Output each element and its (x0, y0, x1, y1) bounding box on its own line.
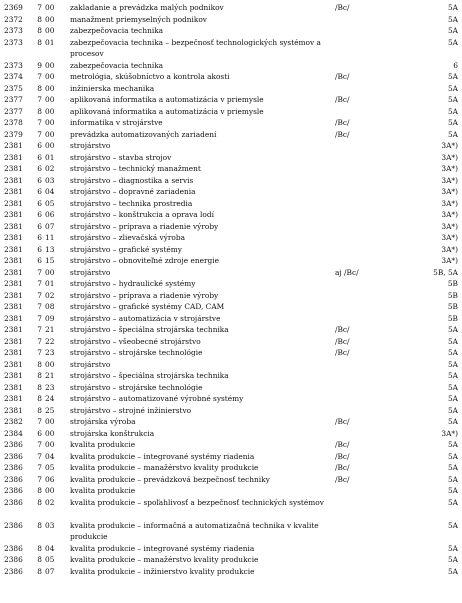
code-part-1: 2386 (4, 463, 23, 472)
code-part-3: 04 (45, 543, 55, 553)
code-part-1: 2381 (4, 221, 23, 231)
degree-note: /Bc/ (335, 336, 350, 346)
table-row (0, 83, 462, 95)
code-part-3: 00 (45, 359, 55, 369)
education-level: 6 (453, 60, 458, 70)
code-part-2: 8 (37, 26, 42, 35)
code-part-3: 07 (45, 566, 55, 576)
code-part-1: 2372 (4, 14, 23, 24)
code-part-2: 7 (37, 348, 42, 357)
code-part-2: 8 (37, 520, 42, 530)
code-part-1: 2382 (4, 417, 23, 426)
field-name: prevádzka automatizovaných zariadení (70, 129, 217, 139)
education-level: 5A (447, 566, 458, 576)
table-row (0, 520, 462, 543)
code-part-1: 2386 (4, 451, 23, 461)
code-part-1: 2373 (4, 60, 23, 70)
education-level: 3A*) (441, 152, 458, 162)
education-level: 5A (447, 95, 458, 104)
code-part-3: 24 (45, 394, 55, 403)
code-part-1: 2381 (4, 290, 23, 300)
code-part-2: 8 (37, 83, 42, 93)
field-name: zabezpečovacia technika – bezpečnosť technologických systémov a procesov (70, 37, 321, 58)
code-part-2: 7 (37, 302, 42, 311)
table-row (0, 554, 462, 566)
table-row (0, 439, 462, 451)
code-part-3: 00 (45, 428, 55, 438)
code-part-1: 2386 (4, 566, 23, 576)
degree-note: /Bc/ (335, 72, 350, 81)
code-part-1: 2381 (4, 279, 23, 288)
field-name: kvalita produkcie – inžinierstvo kvality produkcie (70, 566, 255, 576)
education-level: 5A (447, 72, 458, 81)
code-part-2: 8 (37, 486, 42, 495)
field-name: aplikovaná informatika a automatizácia v priemysle (70, 106, 264, 116)
field-name: kvalita produkcie – manažérstvo kvality produkcie (70, 463, 259, 472)
education-level: 5A (447, 497, 458, 507)
code-part-1: 2377 (4, 95, 23, 104)
degree-note: /Bc/ (335, 118, 350, 127)
code-part-2: 7 (37, 95, 42, 104)
table-row (0, 94, 462, 106)
code-part-1: 2381 (4, 152, 23, 162)
code-part-2: 7 (37, 325, 42, 334)
table-row (0, 60, 462, 72)
table-row (0, 290, 462, 302)
education-level: 5B (447, 313, 458, 323)
education-level: 3A*) (441, 244, 458, 254)
code-part-2: 8 (37, 394, 42, 403)
code-part-2: 8 (37, 497, 42, 507)
code-part-2: 8 (37, 566, 42, 576)
table-row (0, 221, 462, 233)
code-part-2: 8 (37, 371, 42, 380)
table-row (0, 428, 462, 440)
field-name: strojárstvo (70, 141, 111, 150)
code-part-1: 2381 (4, 187, 23, 196)
code-part-3: 03 (45, 175, 55, 185)
code-part-1: 2381 (4, 302, 23, 311)
table-row (0, 347, 462, 359)
field-name: strojárstvo – konštrukcia a oprava lodí (70, 210, 214, 219)
code-part-2: 6 (37, 221, 42, 231)
code-part-3: 25 (45, 405, 55, 415)
code-part-3: 21 (45, 371, 55, 380)
table-row (0, 382, 462, 394)
table-row (0, 209, 462, 221)
field-name: aplikovaná informatika a automatizácia v priemysle (70, 95, 264, 104)
table-row (0, 244, 462, 256)
field-name: strojárstvo – špeciálna strojárska technika (70, 371, 229, 380)
code-part-3: 03 (45, 520, 55, 530)
education-level: 3A*) (441, 233, 458, 242)
code-part-2: 8 (37, 106, 42, 116)
code-part-3: 04 (45, 451, 55, 461)
table-row (0, 485, 462, 497)
education-level: 5A (447, 520, 458, 530)
code-part-3: 22 (45, 336, 55, 346)
education-level: 5A (447, 26, 458, 35)
code-part-3: 01 (45, 152, 55, 162)
code-part-2: 7 (37, 463, 42, 472)
degree-note: /Bc/ (335, 417, 350, 426)
education-level: 3A*) (441, 175, 458, 185)
table-row (0, 14, 462, 26)
code-part-3: 00 (45, 3, 55, 12)
code-part-2: 8 (37, 405, 42, 415)
code-part-1: 2381 (4, 256, 23, 265)
field-name: strojárstvo – diagnostika a servis (70, 175, 194, 185)
code-part-2: 7 (37, 313, 42, 323)
table-row (0, 405, 462, 417)
field-name: kvalita produkcie – integrované systémy riadenia (70, 543, 255, 553)
field-name: kvalita produkcie – informačná a automatizačná technika v kvalite produkcie (70, 520, 319, 541)
table-row (0, 232, 462, 244)
code-part-1: 2377 (4, 106, 23, 116)
code-part-3: 02 (45, 290, 55, 300)
code-part-1: 2381 (4, 164, 23, 173)
education-level: 3A*) (441, 187, 458, 196)
code-part-3: 21 (45, 325, 55, 334)
field-name: informatika v strojárstve (70, 118, 163, 127)
code-part-3: 08 (45, 302, 55, 311)
code-part-3: 09 (45, 313, 55, 323)
code-part-2: 6 (37, 256, 42, 265)
code-part-1: 2386 (4, 520, 23, 530)
table-row (0, 336, 462, 348)
code-part-2: 6 (37, 164, 42, 173)
field-name: kvalita produkcie (70, 486, 136, 495)
field-name: strojárstvo (70, 359, 111, 369)
education-level: 5A (447, 129, 458, 139)
table-row (0, 451, 462, 463)
education-level: 3A*) (441, 164, 458, 173)
field-name: strojárstvo – technický manažment (70, 164, 201, 173)
field-name: zakladanie a prevádzka malých podnikov (70, 3, 224, 12)
field-name: strojárstvo – dopravné zariadenia (70, 187, 196, 196)
field-name: strojárstvo – automatizácia v strojárstve (70, 313, 221, 323)
code-part-2: 6 (37, 152, 42, 162)
field-name: kvalita produkcie – spoľahlivosť a bezpečnosť technických systémov (70, 497, 324, 507)
code-part-1: 2369 (4, 3, 23, 12)
code-part-2: 6 (37, 210, 42, 219)
code-part-2: 6 (37, 175, 42, 185)
code-part-1: 2386 (4, 474, 23, 484)
code-part-1: 2386 (4, 497, 23, 507)
field-name: strojárstvo – strojárske technológie (70, 382, 203, 392)
code-part-3: 00 (45, 72, 55, 81)
code-part-1: 2381 (4, 382, 23, 392)
education-level: 5A (447, 417, 458, 426)
field-name: manažment priemyselných podnikov (70, 14, 207, 24)
education-level: 5A (447, 37, 458, 47)
table-row (0, 117, 462, 129)
education-level: 3A*) (441, 210, 458, 219)
education-level: 5A (447, 463, 458, 472)
table-row (0, 313, 462, 325)
code-part-3: 23 (45, 348, 55, 357)
field-name: strojárstvo – špeciálna strojárska technika (70, 325, 229, 334)
code-part-2: 7 (37, 417, 42, 426)
education-level: 3A*) (441, 198, 458, 208)
code-part-1: 2381 (4, 371, 23, 380)
education-level: 5A (447, 83, 458, 93)
education-level: 5B (447, 279, 458, 288)
code-part-2: 6 (37, 187, 42, 196)
field-name: strojárska konštrukcia (70, 428, 155, 438)
field-name: metrológia, skúšobníctvo a kontrola akosti (70, 72, 230, 81)
table-row (0, 140, 462, 152)
education-level: 5A (447, 359, 458, 369)
education-level: 5A (447, 405, 458, 415)
field-name: zabezpečovacia technika (70, 26, 164, 35)
code-part-2: 7 (37, 440, 42, 449)
table-row (0, 267, 462, 279)
education-level: 5A (447, 371, 458, 380)
education-level: 5A (447, 440, 458, 449)
education-level: 5A (447, 336, 458, 346)
table-row (0, 416, 462, 428)
degree-note: /Bc/ (335, 348, 350, 357)
table-row (0, 359, 462, 371)
education-level: 5B (447, 290, 458, 300)
code-part-3: 00 (45, 486, 55, 495)
field-name: strojárstvo – grafické systémy (70, 244, 182, 254)
table-row (0, 370, 462, 382)
code-part-2: 7 (37, 118, 42, 127)
education-level: 3A*) (441, 428, 458, 438)
field-name: strojárstvo – všeobecné strojárstvo (70, 336, 201, 346)
code-part-2: 6 (37, 198, 42, 208)
field-name: strojárstvo – automatizované výrobné systémy (70, 394, 244, 403)
table-row (0, 462, 462, 474)
table-row (0, 152, 462, 164)
table-row (0, 497, 462, 520)
code-part-3: 05 (45, 555, 55, 564)
field-name: strojárstvo – hydraulické systémy (70, 279, 196, 288)
code-part-1: 2381 (4, 394, 23, 403)
code-part-3: 11 (45, 233, 55, 242)
code-part-2: 8 (37, 14, 42, 24)
education-level: 5B (447, 302, 458, 311)
education-level: 3A*) (441, 256, 458, 265)
education-level: 5A (447, 382, 458, 392)
code-part-1: 2384 (4, 428, 23, 438)
field-of-study-table (0, 2, 462, 577)
table-row (0, 278, 462, 290)
code-part-2: 6 (37, 233, 42, 242)
degree-note: /Bc/ (335, 95, 350, 104)
code-part-3: 05 (45, 198, 55, 208)
code-part-1: 2386 (4, 486, 23, 495)
code-part-1: 2381 (4, 405, 23, 415)
code-part-2: 7 (37, 451, 42, 461)
code-part-2: 8 (37, 382, 42, 392)
code-part-2: 7 (37, 267, 42, 277)
code-part-1: 2381 (4, 233, 23, 242)
code-part-2: 8 (37, 359, 42, 369)
degree-note: /Bc/ (335, 325, 350, 334)
table-row (0, 393, 462, 405)
code-part-1: 2381 (4, 325, 23, 334)
education-level: 5A (447, 474, 458, 484)
code-part-1: 2386 (4, 555, 23, 564)
table-row (0, 129, 462, 141)
code-part-2: 9 (37, 60, 42, 70)
code-part-3: 01 (45, 279, 55, 288)
code-part-2: 7 (37, 3, 42, 12)
field-name: kvalita produkcie – integrované systémy riadenia (70, 451, 255, 461)
code-part-2: 7 (37, 474, 42, 484)
field-name: strojárstvo – príprava a riadenie výroby (70, 290, 219, 300)
field-name: strojárstvo – grafické systémy CAD, CAM (70, 302, 225, 311)
code-part-1: 2381 (4, 359, 23, 369)
code-part-1: 2381 (4, 175, 23, 185)
table-row (0, 543, 462, 555)
code-part-1: 2381 (4, 348, 23, 357)
degree-note: /Bc/ (335, 463, 350, 472)
code-part-1: 2373 (4, 26, 23, 35)
education-level: 5A (447, 543, 458, 553)
degree-note: /Bc/ (335, 474, 350, 484)
code-part-3: 01 (45, 37, 55, 47)
table-row (0, 255, 462, 267)
table-row (0, 25, 462, 37)
table-row (0, 566, 462, 578)
field-name: strojárstvo – zlievačská výroba (70, 233, 185, 242)
degree-note: /Bc/ (335, 440, 350, 449)
table-row (0, 198, 462, 210)
degree-note: /Bc/ (335, 129, 350, 139)
code-part-3: 00 (45, 95, 55, 104)
table-row (0, 301, 462, 313)
code-part-1: 2374 (4, 72, 23, 81)
code-part-3: 15 (45, 256, 55, 265)
education-level: 5A (447, 451, 458, 461)
code-part-2: 7 (37, 72, 42, 81)
education-level: 5A (447, 325, 458, 334)
education-level: 5A (447, 3, 458, 12)
code-part-3: 13 (45, 244, 55, 254)
table-row (0, 71, 462, 83)
code-part-2: 7 (37, 290, 42, 300)
field-name: strojárska výroba (70, 417, 136, 426)
code-part-1: 2378 (4, 118, 23, 127)
table-row (0, 175, 462, 187)
field-name: strojárstvo – príprava a riadenie výroby (70, 221, 219, 231)
code-part-3: 00 (45, 267, 55, 277)
code-part-2: 6 (37, 141, 42, 150)
code-part-3: 23 (45, 382, 55, 392)
code-part-3: 05 (45, 463, 55, 472)
education-level: 5B, 5A (433, 267, 458, 277)
table-row (0, 474, 462, 486)
code-part-1: 2381 (4, 198, 23, 208)
table-row (0, 324, 462, 336)
code-part-3: 00 (45, 106, 55, 116)
education-level: 5A (447, 486, 458, 495)
code-part-1: 2381 (4, 313, 23, 323)
education-level: 3A*) (441, 141, 458, 150)
code-part-3: 06 (45, 474, 55, 484)
field-name: strojárstvo (70, 267, 111, 277)
table-row (0, 37, 462, 60)
field-name: kvalita produkcie – prevádzková bezpečnosť techniky (70, 474, 270, 484)
code-part-3: 07 (45, 221, 55, 231)
code-part-3: 00 (45, 118, 55, 127)
code-part-1: 2386 (4, 440, 23, 449)
code-part-3: 04 (45, 187, 55, 196)
code-part-3: 02 (45, 497, 55, 507)
education-level: 5A (447, 118, 458, 127)
field-name: zabezpečovacia technika (70, 60, 164, 70)
table-row (0, 106, 462, 118)
code-part-3: 00 (45, 83, 55, 93)
education-level: 5A (447, 555, 458, 564)
code-part-1: 2373 (4, 37, 23, 47)
code-part-3: 02 (45, 164, 55, 173)
code-part-2: 8 (37, 555, 42, 564)
code-part-1: 2381 (4, 267, 23, 277)
code-part-3: 00 (45, 60, 55, 70)
table-row (0, 163, 462, 175)
code-part-1: 2381 (4, 336, 23, 346)
education-level: 5A (447, 348, 458, 357)
table-row (0, 2, 462, 14)
education-level: 5A (447, 394, 458, 403)
education-level: 5A (447, 106, 458, 116)
degree-note: /Bc/ (335, 451, 350, 461)
code-part-2: 6 (37, 428, 42, 438)
code-part-3: 00 (45, 26, 55, 35)
table-row (0, 186, 462, 198)
field-name: strojárstvo – strojné inžinierstvo (70, 405, 192, 415)
field-name: inžinierska mechanika (70, 83, 155, 93)
field-name: strojárstvo – strojárske technológie (70, 348, 203, 357)
code-part-3: 06 (45, 210, 55, 219)
code-part-3: 00 (45, 129, 55, 139)
field-name: strojárstvo – stavba strojov (70, 152, 172, 162)
field-name: kvalita produkcie (70, 440, 136, 449)
code-part-1: 2381 (4, 141, 23, 150)
code-part-2: 7 (37, 279, 42, 288)
education-level: 5A (447, 14, 458, 24)
degree-note: aj /Bc/ (335, 267, 359, 277)
code-part-1: 2381 (4, 244, 23, 254)
code-part-3: 00 (45, 417, 55, 426)
code-part-1: 2375 (4, 83, 23, 93)
education-level: 3A*) (441, 221, 458, 231)
code-part-3: 00 (45, 440, 55, 449)
code-part-2: 7 (37, 336, 42, 346)
code-part-3: 00 (45, 14, 55, 24)
code-part-2: 7 (37, 129, 42, 139)
code-part-2: 6 (37, 244, 42, 254)
field-name: strojárstvo – technika prostredia (70, 198, 193, 208)
code-part-1: 2386 (4, 543, 23, 553)
degree-note: /Bc/ (335, 3, 350, 12)
code-part-1: 2381 (4, 210, 23, 219)
field-name: strojárstvo – obnoviteľné zdroje energie (70, 256, 220, 265)
code-part-2: 8 (37, 37, 42, 47)
code-part-3: 00 (45, 141, 55, 150)
code-part-1: 2379 (4, 129, 23, 139)
field-name: kvalita produkcie – manažérstvo kvality produkcie (70, 555, 259, 564)
code-part-2: 8 (37, 543, 42, 553)
